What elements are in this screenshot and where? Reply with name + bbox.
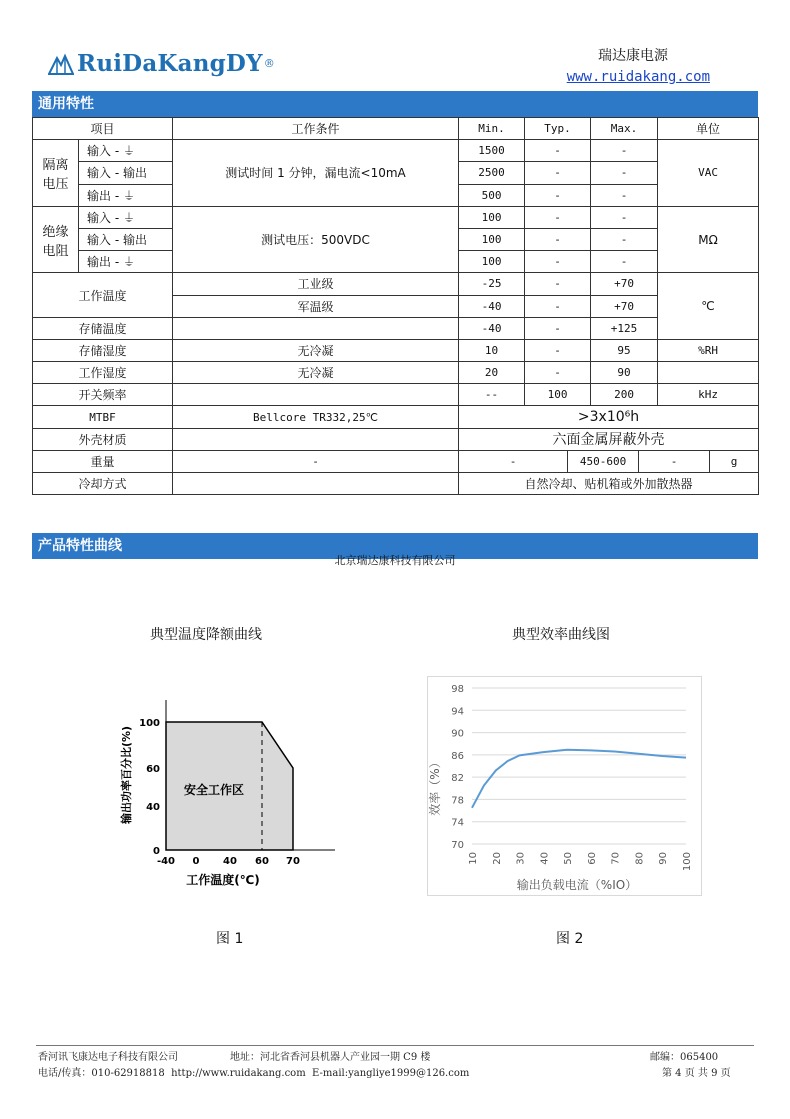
row-label: 输入 - 输出 [79, 228, 173, 250]
cell-condition: Bellcore TR332,25℃ [173, 406, 459, 428]
cell-max: - [591, 140, 658, 162]
y-tick-label: 70 [451, 840, 464, 851]
header-typ: Typ. [525, 118, 591, 140]
cell-condition: 无冷凝 [173, 362, 459, 384]
fig1-caption: 图 1 [216, 931, 244, 947]
cell-min: 100 [459, 228, 525, 250]
cell-min: 2500 [459, 162, 525, 184]
isolation-group-label: 隔离 电压 [33, 140, 79, 207]
table-row [33, 362, 759, 384]
x-tick-label: 40 [539, 852, 551, 865]
cell-condition [173, 384, 459, 406]
cooling-value: 自然冷却、贴机箱或外加散热器 [459, 473, 759, 495]
x-tick-label: 100 [682, 852, 693, 872]
cell-min: - [459, 451, 568, 472]
y-tick-label: 98 [451, 684, 464, 695]
y-tick-label: 78 [451, 795, 464, 807]
cell-max: - [591, 228, 658, 250]
cell-typ: - [525, 140, 591, 162]
y-tick-label: 90 [451, 728, 464, 740]
table-row [33, 317, 759, 339]
spec-table [32, 117, 759, 495]
x-tick-label: 70 [286, 856, 300, 867]
table-row [33, 406, 759, 428]
header-item: 项目 [33, 118, 173, 140]
x-axis-label: 工作温度(℃) [186, 873, 260, 887]
row-label: 冷却方式 [33, 473, 173, 495]
y-tick-label: 40 [146, 802, 160, 813]
table-header-row [33, 118, 759, 140]
row-label: 外壳材质 [33, 428, 173, 450]
company-logo [48, 50, 275, 77]
row-label: 输入 - ⏚ [79, 206, 173, 228]
header-min: Min. [459, 118, 525, 140]
table-row [33, 273, 759, 295]
footer-divider [36, 1045, 754, 1046]
website-link[interactable]: www.ruidakang.com [566, 69, 710, 85]
case-value: 六面金属屏蔽外壳 [459, 428, 759, 450]
cell-max: - [639, 451, 710, 472]
footer-address: 地址：河北省香河县机器人产业园一期 C9 楼 [230, 1052, 431, 1063]
cell-condition [173, 428, 459, 450]
cell-min: 100 [459, 251, 525, 273]
safe-area-label: 安全工作区 [183, 783, 245, 797]
row-label: 输出 - ⏚ [79, 251, 173, 273]
x-tick-label: 90 [658, 852, 670, 865]
y-tick-label: 0 [153, 846, 160, 857]
footer-company: 香河讯飞康达电子科技有限公司 [38, 1052, 178, 1063]
cell-unit: %RH [658, 339, 759, 361]
row-label: 输出 - ⏚ [79, 184, 173, 206]
table-row [33, 384, 759, 406]
efficiency-chart [427, 676, 702, 896]
cell-unit: g [730, 454, 738, 468]
header-unit: 单位 [658, 118, 759, 140]
cell-typ: - [525, 273, 591, 295]
cell-condition [173, 317, 459, 339]
cell-typ: - [525, 295, 591, 317]
row-label: 工作湿度 [33, 362, 173, 384]
cell-typ: - [525, 251, 591, 273]
x-axis-label: 输出负载电流（%IO） [516, 878, 638, 892]
x-tick-label: 60 [586, 852, 598, 865]
op-temp-label: 工作温度 [33, 273, 173, 317]
row-label: 重量 [33, 450, 173, 472]
table-row [33, 473, 759, 495]
cell-typ: - [525, 362, 591, 384]
x-tick-label: 50 [563, 852, 575, 865]
cell-max: - [591, 184, 658, 206]
cell-typ: - [525, 184, 591, 206]
cell-typ: 100 [525, 384, 591, 406]
insulation-group-label: 绝缘 电阻 [33, 206, 79, 273]
cell-max: +70 [591, 273, 658, 295]
isolation-condition: 测试时间 1 分钟，漏电流<10mA [173, 140, 459, 207]
x-tick-label: -40 [156, 856, 176, 867]
weight-cell [459, 450, 759, 472]
y-axis-label: 输出功率百分比(%) [120, 725, 133, 825]
y-tick-label: 74 [451, 817, 464, 829]
cell-min: 100 [459, 206, 525, 228]
cell-max: +70 [591, 295, 658, 317]
cell-min: 20 [459, 362, 525, 384]
cell-min: 500 [459, 184, 525, 206]
cell-typ: 450-600 [568, 451, 639, 472]
table-row [33, 140, 759, 162]
mtbf-value: >3x10⁶h [459, 406, 759, 428]
row-label: 开关频率 [33, 384, 173, 406]
x-tick-label: 70 [610, 852, 622, 865]
section-general-title: 通用特性 [32, 91, 758, 117]
company-line: 北京瑞达康科技有限公司 [334, 554, 456, 567]
y-tick-label: 94 [451, 706, 464, 718]
row-label: 存储温度 [33, 317, 173, 339]
cell-condition: 军温级 [173, 295, 459, 317]
cell-max: +125 [591, 317, 658, 339]
header-max: Max. [591, 118, 658, 140]
table-row [33, 339, 759, 361]
cell-min: 10 [459, 339, 525, 361]
company-name-cn: 瑞达康电源 [598, 48, 668, 64]
table-row [33, 428, 759, 450]
cell-max: - [591, 206, 658, 228]
x-tick-label: 30 [515, 852, 527, 865]
insulation-condition: 测试电压：500VDC [173, 206, 459, 273]
cell-min: -40 [459, 317, 525, 339]
cell-typ: - [525, 162, 591, 184]
temp-unit: ℃ [658, 273, 759, 340]
y-tick-label: 86 [451, 750, 464, 762]
derating-chart [110, 690, 350, 890]
row-label: 存储湿度 [33, 339, 173, 361]
x-tick-label: 20 [491, 852, 503, 865]
fig1-title: 典型温度降额曲线 [150, 627, 262, 643]
cell-min: -25 [459, 273, 525, 295]
cell-condition: - [173, 450, 459, 472]
cell-condition: 工业级 [173, 273, 459, 295]
table-row [33, 450, 759, 472]
cell-typ: - [525, 339, 591, 361]
cell-min: -- [459, 384, 525, 406]
y-tick-label: 100 [139, 718, 160, 729]
footer-contact: 电话/传真：010-62918818 http://www.ruidakang.com E-mail:yangliye1999@126.com [38, 1068, 470, 1079]
x-tick-label: 10 [468, 852, 479, 865]
logo-text: RuiDaKangDY [77, 50, 263, 77]
x-tick-label: 40 [223, 856, 237, 867]
fig2-title: 典型效率曲线图 [512, 627, 610, 643]
cell-unit: kHz [658, 384, 759, 406]
cell-max: 95 [591, 339, 658, 361]
x-tick-label: 60 [255, 856, 269, 867]
row-label: 输入 - 输出 [79, 162, 173, 184]
y-axis-label: 效率（%） [428, 756, 442, 816]
cell-typ: - [525, 228, 591, 250]
cell-typ: - [525, 206, 591, 228]
fig2-caption: 图 2 [556, 931, 584, 947]
isolation-unit: VAC [658, 140, 759, 207]
section-curves-title: 产品特性曲线 [32, 533, 758, 559]
header-condition: 工作条件 [173, 118, 459, 140]
footer-page: 第 4 页 共 9 页 [662, 1068, 731, 1079]
insulation-unit: MΩ [658, 206, 759, 273]
cell-condition: 无冷凝 [173, 339, 459, 361]
logo-mountain-icon [48, 53, 74, 75]
table-row [33, 206, 759, 228]
cell-typ: - [525, 317, 591, 339]
cell-max: - [591, 162, 658, 184]
cell-min: -40 [459, 295, 525, 317]
x-tick-label: 0 [192, 856, 200, 867]
row-label: MTBF [33, 406, 173, 428]
registered-mark: ® [263, 57, 275, 70]
footer-postcode: 邮编：065400 [650, 1052, 719, 1063]
cell-max: 200 [591, 384, 658, 406]
cell-min: 1500 [459, 140, 525, 162]
y-tick-label: 82 [451, 773, 464, 785]
cell-unit [658, 362, 759, 384]
cell-max: - [591, 251, 658, 273]
cell-condition [173, 473, 459, 495]
y-tick-label: 60 [146, 764, 160, 775]
x-tick-label: 80 [634, 852, 646, 865]
row-label: 输入 - ⏚ [79, 140, 173, 162]
cell-max: 90 [591, 362, 658, 384]
